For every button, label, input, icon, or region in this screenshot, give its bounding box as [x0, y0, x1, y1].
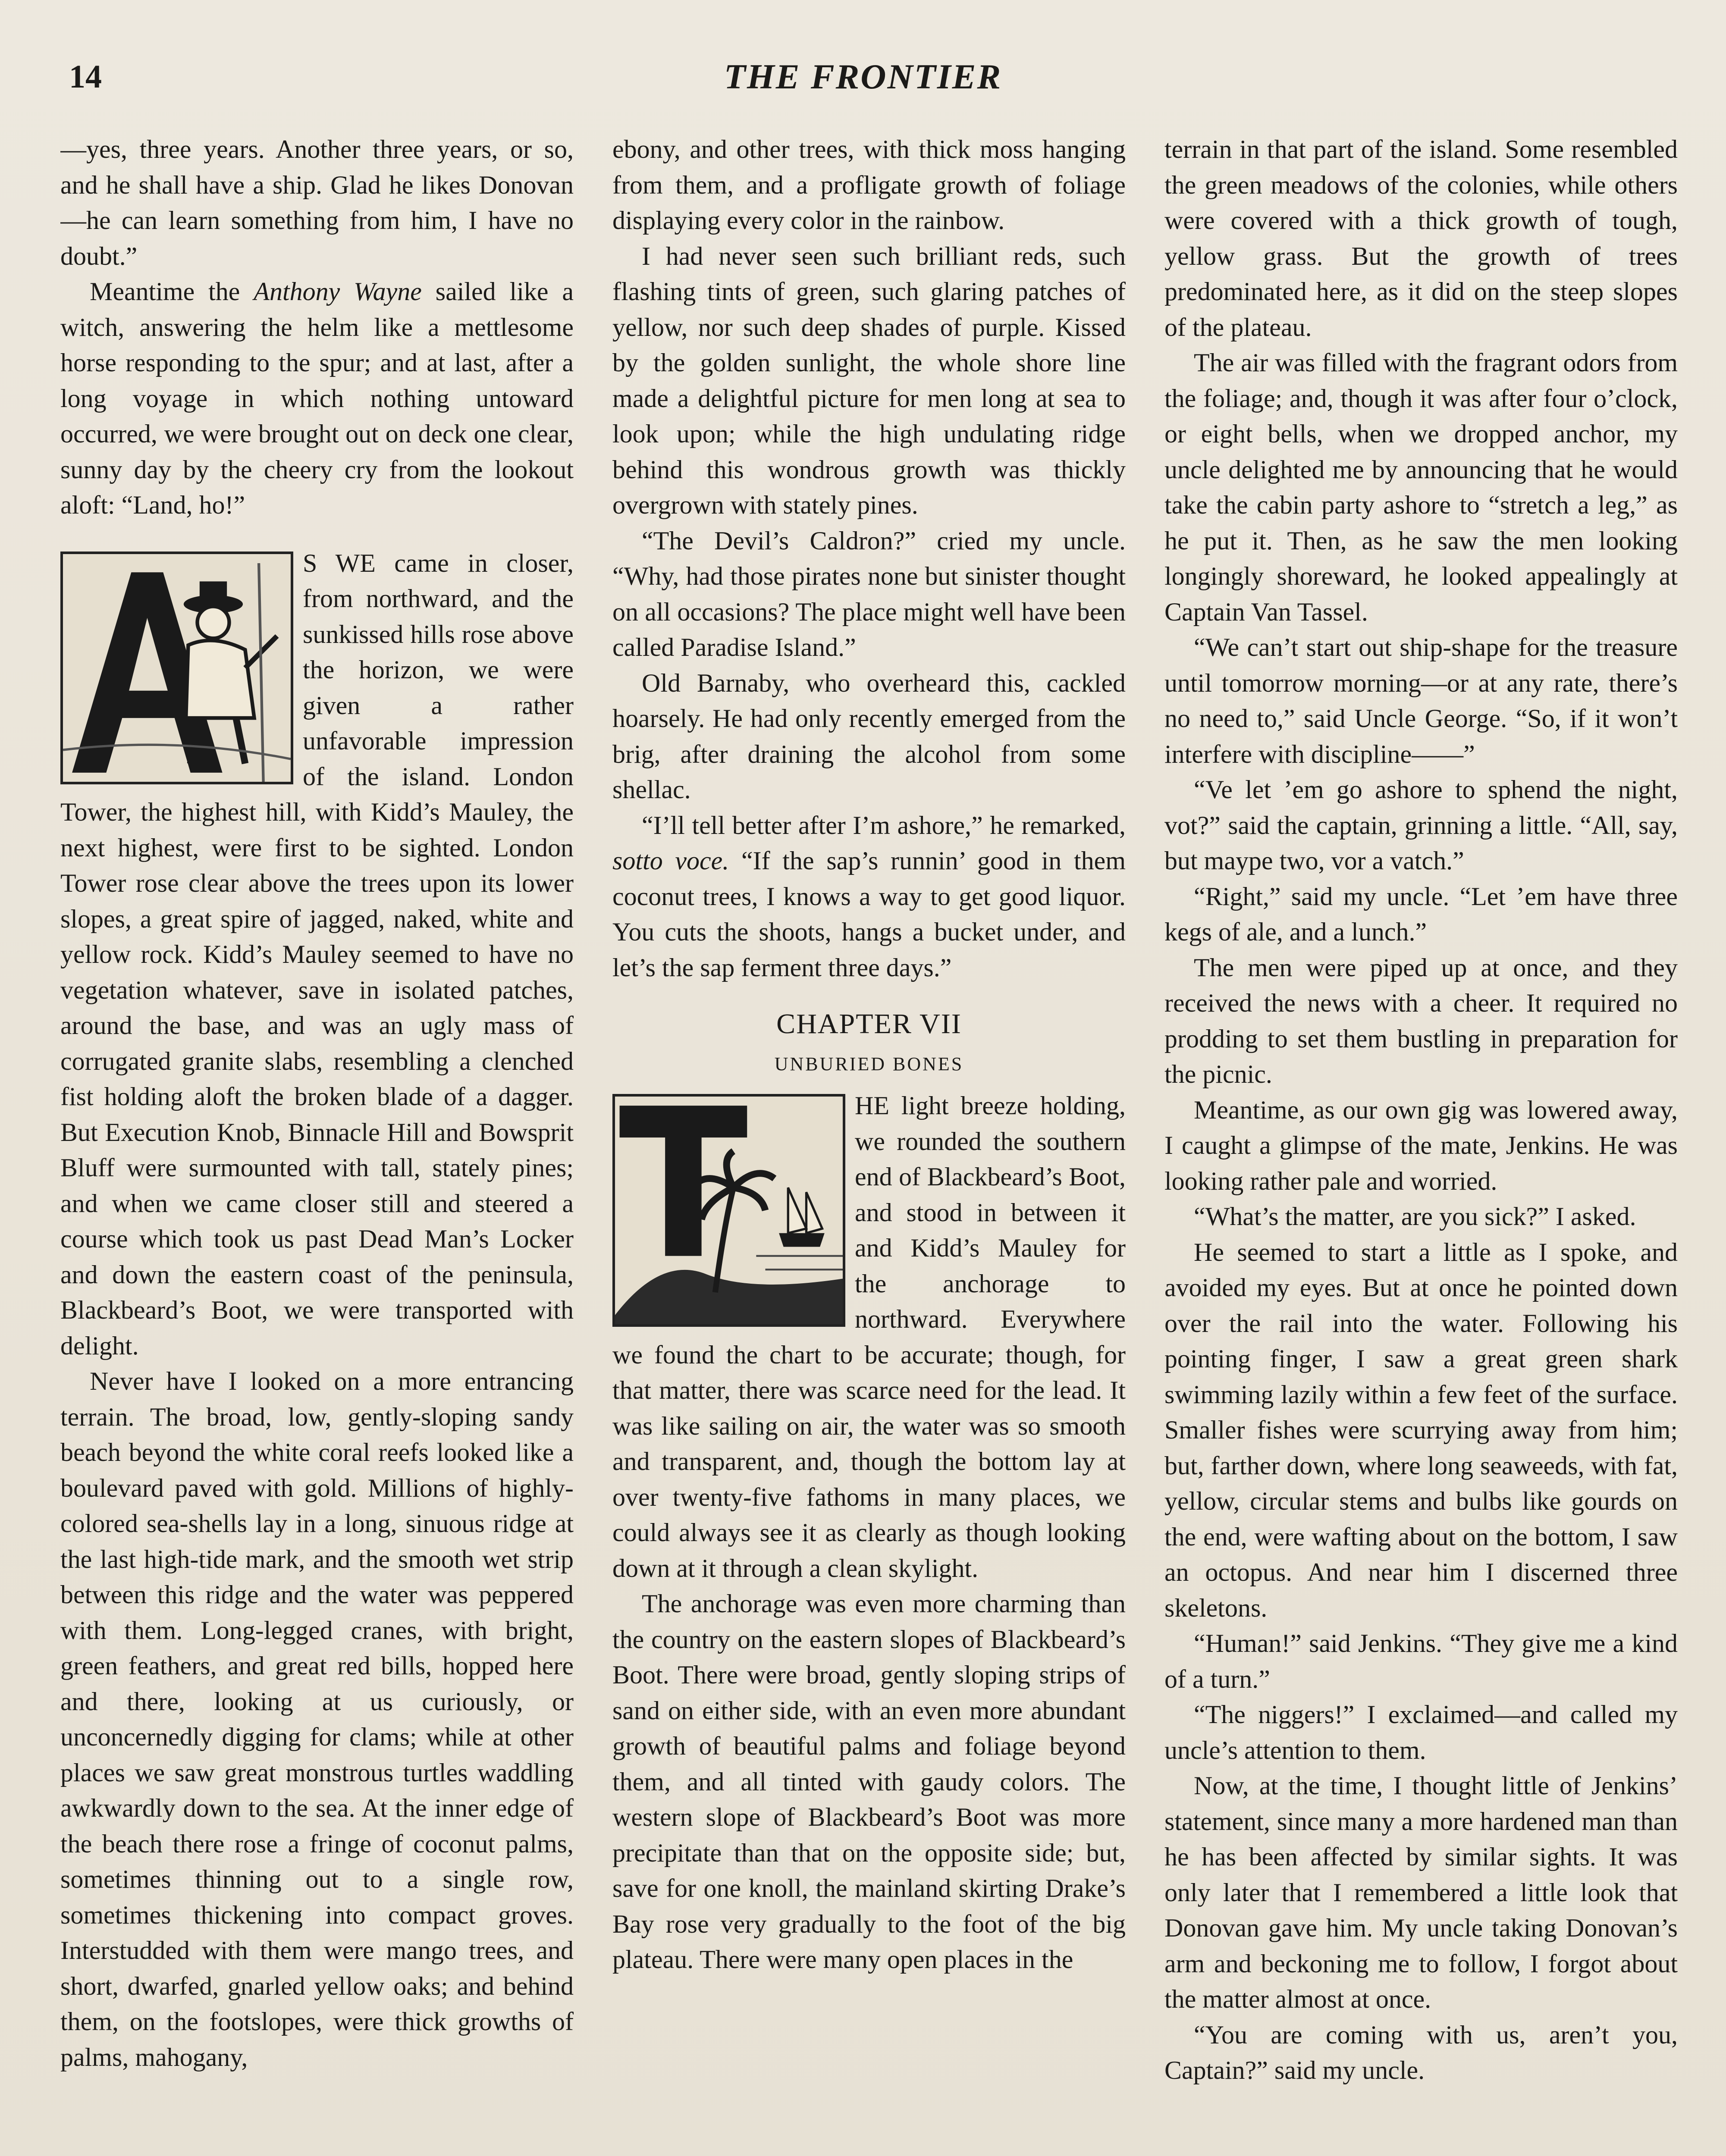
paragraph-text: Meantime the — [90, 277, 254, 306]
paragraph — [612, 1088, 1126, 1586]
paragraph — [612, 808, 1126, 986]
page-header — [0, 55, 1726, 103]
paragraph-text: HE light breeze holding, we rounded the southern end of Blackbeard’s Boot, and stood in between it and Kidd’s Mauley for the anchorage to northward. Everywhere we found the chart to be accurate; though, for that matter, there was scarce need for the lead. It was like sailing on air, the water was so smooth and transparent, and, though the bottom lay at over twenty-five fathoms in many places, we could always see it as clearly as though looking down at it through a clean skylight. — [612, 1091, 1126, 1583]
paragraph: Never have I looked on a more entrancing terrain. The broad, low, gently-sloping sandy beach beyond the white coral reefs looked like a boulevard paved with gold. Millions of highly-colored sea-shells lay in a long, sinuous ridge at the last high-tide mark, and the smooth wet strip between this ridge and the water was peppered with them. Long-legged cranes, with bright, green feathers, and great red bills, hopped here and there, looking at us curiously, or unconcernedly digging for clams; while at other places we saw great monstrous turtles waddling awkwardly down to the sea. At the inner edge of the beach there rose a fringe of coconut palms, sometimes thinning out to a single row, sometimes thickening into compact groves. Interstudded with them were mango trees, and short, dwarfed, gnarled yellow oaks; and behind them, on the footslopes, were thick growths of palms, mahogany, — [60, 1367, 574, 2071]
chapter-subtitle: UNBURIED BONES — [774, 1053, 964, 1075]
paragraph: The air was filled with the fragrant odors from the foliage; and, though it was after four o’clock, or eight bells, when we dropped anchor, my uncle delighted me by announcing that he would take the cabin party ashore to “stretch a leg,” as he put it. Then, as he saw the men looking longingly shoreward, he looked appealingly at Captain Van Tassel. — [1164, 348, 1678, 626]
paragraph: “What’s the matter, are you sick?” I asked. — [1194, 1202, 1636, 1231]
paragraph: He seemed to start a little as I spoke, and avoided my eyes. But at once he pointed down over the rail into the water. Following his pointing finger, I saw a great green shark swimming lazily within a few feet of the surface. Smaller fishes were scurrying away from him; but, farther down, where long seaweeds, with fat, yellow, circular stems and bulbs like gourds on the end, were wafting about on the bottom, I saw an octopus. And near him I discerned three skeletons. — [1164, 1238, 1678, 1622]
ship-name: Anthony Wayne — [254, 277, 422, 306]
paragraph: “Right,” said my uncle. “Let ’em have three kegs of ale, and a lunch.” — [1164, 882, 1678, 946]
paragraph: “We can’t start out ship-shape for the treasure until tomorrow morning—or at any rate, there’s no need to,” said Uncle George. “So, if it won’t interfere with discipline——” — [1164, 633, 1678, 768]
text-column-2 — [612, 132, 1126, 2156]
paragraph: Old Barnaby, who overheard this, cackled hoarsely. He had only recently emerged from the brig, after draining the alcohol from some shellac. — [612, 668, 1126, 804]
running-title: THE FRONTIER — [724, 57, 1002, 96]
paragraph: I had never seen such brilliant reds, such flashing tints of green, such glaring patches of yellow, nor such deep shades of purple. Kissed by the golden sunlight, the whole shore line made a delightful picture for men long at sea to look upon; while the high undulating ridge behind this wondrous growth was thickly overgrown with stately pines. — [612, 241, 1126, 519]
text-column-3 — [1164, 132, 1678, 2156]
paragraph: “The Devil’s Caldron?” cried my uncle. “Why, had those pirates none but sinister thought on all occasions? The place might well have been called Paradise Island.” — [612, 526, 1126, 661]
italic-phrase: sotto voce. — [612, 846, 729, 875]
paragraph-text: “If the sap’s runnin’ good in them coconut trees, I knows a way to get good liquor. You cuts the shoots, hangs a bucket under, and let’s the sap ferment three days.” — [612, 846, 1126, 982]
paragraph-text: sailed like a witch, answering the helm like a mettlesome horse responding to the spur; and at last, after a long voyage in which nothing untoward occurred, we were brought out on deck one clear, sunny day by the cheery cry from the lookout aloft: “Land, ho!” — [60, 277, 574, 519]
text-column-1 — [60, 132, 574, 2156]
paragraph — [60, 274, 574, 523]
paragraph: The men were piped up at once, and they received the news with a cheer. It required no prodding to set them bustling in preparation for the picnic. — [1164, 953, 1678, 1088]
paragraph: terrain in that part of the island. Some resembled the green meadows of the colonies, while others were covered with a thick growth of tough, yellow grass. But the growth of trees predominated here, as it did on the steep slopes of the plateau. — [1164, 135, 1678, 342]
paragraph — [60, 545, 574, 1364]
paragraph: Meantime, as our own gig was lowered away, I caught a glimpse of the mate, Jenkins. He was looking rather pale and worried. — [1164, 1095, 1678, 1195]
paragraph: “The niggers!” I exclaimed—and called my uncle’s attention to them. — [1164, 1700, 1678, 1764]
paragraph: The anchorage was even more charming than the country on the eastern slopes of Blackbeard’s Boot. There were broad, gently sloping strips of sand on either side, with an even more abundant growth of beautiful palms and foliage beyond them, and all tinted with gaudy colors. The western slope of Blackbeard’s Boot was more precipitate than that on the opposite side; but, save for one knoll, the mainland skirting Drake’s Bay rose very gradually to the foot of the big plateau. There were many open places in the — [612, 1589, 1126, 1974]
drop-cap-t-ship-illustration — [612, 1094, 845, 1327]
chapter-title: CHAPTER VII — [776, 1008, 962, 1040]
paragraph: —yes, three years. Another three years, or so, and he shall have a ship. Glad he likes Donovan—he can learn something from him, I have no doubt.” — [60, 135, 574, 270]
paragraph: “Human!” said Jenkins. “They give me a kind of a turn.” — [1164, 1629, 1678, 1693]
paragraph: “Ve let ’em go ashore to sphend the night, vot?” said the captain, grinning a little. “All, say, but maype two, vor a vatch.” — [1164, 775, 1678, 875]
paragraph: Now, at the time, I thought little of Jenkins’ statement, since many a more hardened man than he has been affected by similar sights. It was only later that I remembered a little look that Donovan gave him. My uncle taking Donovan’s arm and beckoning me to follow, I forgot about the matter almost at once. — [1164, 1771, 1678, 2013]
paragraph-text: “I’ll tell better after I’m ashore,” he remarked, — [642, 811, 1126, 840]
paragraph: ebony, and other trees, with thick moss hanging from them, and a profligate growth of foliage displaying every color in the rainbow. — [612, 135, 1126, 235]
paragraph-text: S WE came in closer, from northward, and the sunkissed hills rose above the horizon, we were given a rather unfavorable impression of the island. London Tower, the highest hill, with Kidd’s Mauley, the next highest, were first to be sighted. London Tower rose clear above the trees upon its lower slopes, a great spire of jagged, naked, white and yellow rock. Kidd’s Mauley seemed to have no vegetation whatever, save in isolated patches, around the base, and was an ugly mass of corrugated granite slabs, resembling a clenched fist holding aloft the broken blade of a dagger. But Execution Knob, Binnacle Hill and Bowsprit Bluff were surmounted with tall, stately pines; and when we came closer still and steered a course which took us past Dead Man’s Locker and down the eastern coast of the peninsula, Blackbeard’s Boot, we were transported with delight. — [60, 548, 574, 1360]
paragraph: “You are coming with us, aren’t you, Captain?” said my uncle. — [1164, 2020, 1678, 2084]
page-number: 14 — [69, 59, 102, 95]
drop-cap-a-pirate-illustration — [60, 552, 293, 784]
